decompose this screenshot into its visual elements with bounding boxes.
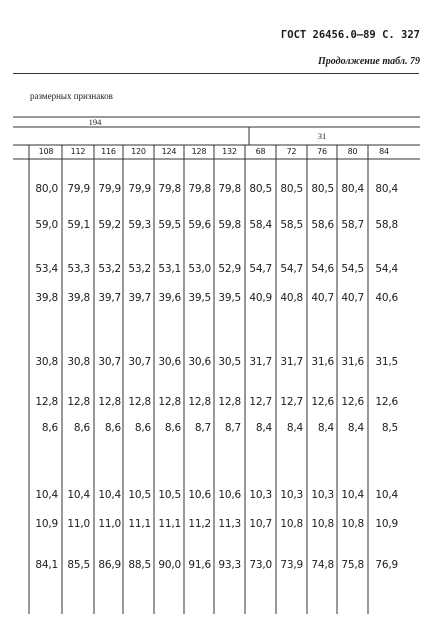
table-cell: 10,4 <box>67 489 90 501</box>
table-cell: 79,8 <box>158 183 181 195</box>
table-cell: 10,4 <box>35 489 58 501</box>
table-cell: 10,3 <box>280 489 303 501</box>
table-cell: 10,9 <box>35 518 58 530</box>
table-cell: 12,8 <box>218 396 241 408</box>
column-header-72: 72 <box>286 147 297 156</box>
table-cell: 54,7 <box>280 263 303 275</box>
table-cell: 39,7 <box>98 292 121 304</box>
table-cell: 10,9 <box>375 518 398 530</box>
table-cell: 80,5 <box>249 183 272 195</box>
table-cell: 39,8 <box>67 292 90 304</box>
table-cell: 31,5 <box>375 356 398 368</box>
table-cell: 59,5 <box>158 219 181 231</box>
table-cell: 80,4 <box>375 183 398 195</box>
table-cell: 10,3 <box>311 489 334 501</box>
table-cell: 80,5 <box>280 183 303 195</box>
table-cell: 31,6 <box>311 356 334 368</box>
column-header-124: 124 <box>161 147 177 156</box>
table-cell: 8,6 <box>73 422 90 434</box>
table-cell: 12,8 <box>128 396 151 408</box>
table-cell: 8,4 <box>255 422 272 434</box>
table-cell: 79,9 <box>67 183 90 195</box>
group-label-31: 31 <box>317 131 327 141</box>
table-cell: 30,6 <box>158 356 181 368</box>
table-cell: 8,6 <box>134 422 151 434</box>
table-cell: 54,4 <box>375 263 398 275</box>
table-cell: 76,9 <box>375 559 398 571</box>
table-cell: 79,9 <box>128 183 151 195</box>
table-cell: 58,8 <box>375 219 398 231</box>
table-cell: 10,3 <box>249 489 272 501</box>
table-cell: 53,2 <box>98 263 121 275</box>
table-cell: 10,8 <box>311 518 334 530</box>
table-cell: 10,4 <box>375 489 398 501</box>
column-header-108: 108 <box>38 147 54 156</box>
column-header-112: 112 <box>70 147 86 156</box>
table-cell: 11,3 <box>218 518 241 530</box>
table-cell: 59,1 <box>67 219 90 231</box>
table-cell: 40,6 <box>375 292 398 304</box>
header-divider <box>13 73 419 74</box>
table-cell: 12,8 <box>158 396 181 408</box>
table-cell: 12,6 <box>375 396 398 408</box>
table-cell: 12,7 <box>249 396 272 408</box>
table-cell: 30,6 <box>188 356 211 368</box>
column-header-80: 80 <box>347 147 358 156</box>
table-cell: 12,8 <box>98 396 121 408</box>
table-cell: 80,4 <box>341 183 364 195</box>
table-cell: 53,4 <box>35 263 58 275</box>
table-continuation-label: Продолжение табл. 79 <box>317 56 420 67</box>
column-header-84: 84 <box>379 147 389 156</box>
table-cell: 73,0 <box>249 559 272 571</box>
standard-header: ГОСТ 26456.0—89 С. 327 <box>280 29 420 41</box>
column-header-128: 128 <box>191 147 207 156</box>
table-cell: 12,6 <box>311 396 334 408</box>
table-cell: 86,9 <box>98 559 121 571</box>
column-header-76: 76 <box>317 147 327 156</box>
table-cell: 39,8 <box>35 292 58 304</box>
column-header-120: 120 <box>131 147 146 156</box>
table-cell: 8,4 <box>286 422 303 434</box>
table-cell: 8,7 <box>224 422 241 434</box>
table-cell: 75,8 <box>341 559 364 571</box>
column-header-116: 116 <box>101 147 116 156</box>
table-cell: 90,0 <box>158 559 181 571</box>
table-cell: 30,7 <box>128 356 151 368</box>
table-cell: 10,5 <box>128 489 151 501</box>
table-cell: 10,4 <box>341 489 364 501</box>
table-cell: 10,6 <box>218 489 241 501</box>
table-cell: 31,7 <box>249 356 272 368</box>
table-cell: 11,0 <box>98 518 121 530</box>
table-cell: 39,5 <box>188 292 211 304</box>
table-cell: 54,5 <box>341 263 364 275</box>
table-cell: 31,6 <box>341 356 364 368</box>
table-cell: 53,2 <box>128 263 151 275</box>
table-cell: 79,9 <box>98 183 121 195</box>
table-cell: 58,4 <box>249 219 272 231</box>
table-cell: 12,8 <box>35 396 58 408</box>
table-cell: 85,5 <box>67 559 90 571</box>
table-cell: 88,5 <box>128 559 151 571</box>
column-header-68: 68 <box>255 147 266 156</box>
table-cell: 79,8 <box>188 183 211 195</box>
table-cell: 58,7 <box>341 219 364 231</box>
table-cell: 10,8 <box>341 518 364 530</box>
intro-text: размерных признаков <box>30 91 113 101</box>
table-cell: 8,4 <box>317 422 334 434</box>
table-cell: 54,6 <box>311 263 334 275</box>
table-cell: 30,8 <box>35 356 58 368</box>
table-cell: 12,8 <box>67 396 90 408</box>
table-cell: 91,6 <box>188 559 211 571</box>
table-cell: 74,8 <box>311 559 334 571</box>
table-cell: 30,7 <box>98 356 121 368</box>
table-cell: 59,2 <box>98 219 121 231</box>
table-cell: 40,8 <box>280 292 303 304</box>
table-cell: 11,1 <box>128 518 151 530</box>
table-cell: 52,9 <box>218 263 241 275</box>
table-cell: 59,6 <box>188 219 211 231</box>
table-cell: 10,6 <box>188 489 211 501</box>
table-cell: 58,5 <box>280 219 303 231</box>
table-cell: 11,1 <box>158 518 181 530</box>
table-cell: 11,0 <box>67 518 90 530</box>
table-cell: 40,7 <box>341 292 364 304</box>
table-cell: 58,6 <box>311 219 334 231</box>
table-cell: 84,1 <box>35 559 58 571</box>
table-cell: 80,0 <box>35 183 58 195</box>
table-cell: 8,6 <box>41 422 58 434</box>
table-cell: 30,5 <box>218 356 241 368</box>
table-cell: 12,6 <box>341 396 364 408</box>
table-cell: 59,3 <box>128 219 151 231</box>
table-cell: 12,8 <box>188 396 211 408</box>
table-cell: 31,7 <box>280 356 303 368</box>
table-cell: 12,7 <box>280 396 303 408</box>
table-cell: 40,9 <box>249 292 272 304</box>
table-cell: 59,0 <box>35 219 58 231</box>
table-cell: 8,5 <box>381 422 398 434</box>
table-cell: 53,0 <box>188 263 211 275</box>
table-cell: 59,8 <box>218 219 241 231</box>
table-cell: 10,7 <box>249 518 272 530</box>
table-cell: 79,8 <box>218 183 241 195</box>
table-cell: 53,1 <box>158 263 181 275</box>
table-cell: 30,8 <box>67 356 90 368</box>
table-cell: 54,7 <box>249 263 272 275</box>
group-label-194: 194 <box>88 117 102 127</box>
table-cell: 40,7 <box>311 292 334 304</box>
table-cell: 8,7 <box>194 422 211 434</box>
table-cell: 39,5 <box>218 292 241 304</box>
table-cell: 39,7 <box>128 292 151 304</box>
table-cell: 93,3 <box>218 559 241 571</box>
table-cell: 73,9 <box>280 559 303 571</box>
table-cell: 39,6 <box>158 292 181 304</box>
table-cell: 11,2 <box>188 518 211 530</box>
table-cell: 8,6 <box>164 422 181 434</box>
table-cell: 10,8 <box>280 518 303 530</box>
table-cell: 8,6 <box>104 422 121 434</box>
table-cell: 10,5 <box>158 489 181 501</box>
table-cell: 53,3 <box>67 263 90 275</box>
table-cell: 80,5 <box>311 183 334 195</box>
table-cell: 8,4 <box>347 422 364 434</box>
column-header-132: 132 <box>222 147 237 156</box>
table-cell: 10,4 <box>98 489 121 501</box>
